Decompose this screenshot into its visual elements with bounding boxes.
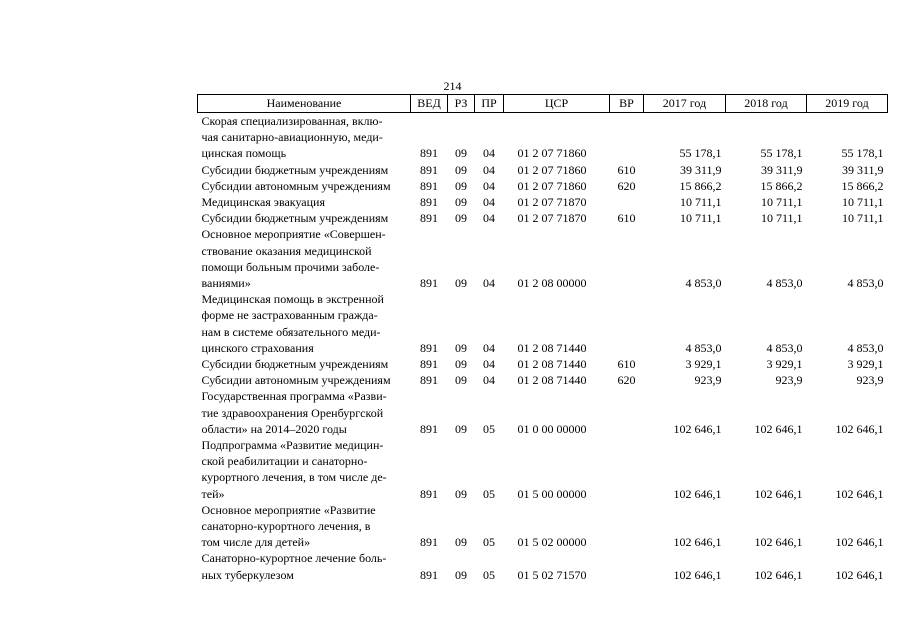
row-name	[198, 550, 411, 582]
row-csr: 01 2 08 71440	[517, 373, 587, 388]
row-ved: 891	[420, 486, 438, 501]
row-2018: 3 929,1	[766, 357, 803, 372]
row-name-line: Основное мероприятие «Развитие	[201, 502, 376, 517]
table-row	[198, 210, 888, 226]
row-2018: 4 853,0	[766, 276, 803, 291]
row-csr: 01 2 08 00000	[517, 276, 587, 291]
row-pr: 04	[483, 276, 495, 291]
page-number: 214	[443, 79, 462, 93]
row-2019: 55 178,1	[841, 146, 884, 161]
row-vr: 610	[617, 211, 636, 226]
row-ved: 891	[420, 211, 438, 226]
row-2019: 4 853,0	[847, 340, 884, 355]
row-pr: 04	[483, 178, 495, 193]
row-ved: 891	[420, 567, 438, 582]
row-2018: 4 853,0	[766, 340, 803, 355]
row-name	[198, 437, 411, 502]
row-2019: 102 646,1	[835, 567, 884, 582]
row-csr: 01 2 07 71860	[517, 178, 587, 193]
row-2017: 10 711,1	[679, 195, 722, 210]
row-name-line: цинского страхования	[201, 340, 314, 355]
row-name	[198, 372, 411, 388]
row-name-line: Подпрограмма «Развитие медицин-	[201, 438, 384, 453]
row-name-line: тей»	[201, 486, 225, 501]
row-name	[198, 113, 411, 162]
row-name-line: форме не застрахованным гражда-	[201, 308, 378, 323]
row-rz: 09	[455, 486, 467, 501]
header-2019: 2019 год	[807, 95, 888, 113]
row-rz: 09	[455, 276, 467, 291]
row-ved: 891	[420, 373, 438, 388]
table-row	[198, 550, 888, 582]
row-name	[198, 226, 411, 291]
row-csr: 01 5 00 00000	[517, 486, 587, 501]
row-vr: 620	[617, 373, 636, 388]
row-rz: 09	[455, 162, 467, 177]
row-vr	[610, 226, 644, 291]
row-pr: 04	[483, 195, 495, 210]
row-csr: 01 0 00 00000	[517, 421, 587, 436]
row-ved: 891	[420, 357, 438, 372]
row-rz: 09	[455, 195, 467, 210]
header-csr: ЦСР	[504, 95, 610, 113]
row-2019: 4 853,0	[847, 276, 884, 291]
row-pr: 04	[483, 373, 495, 388]
row-2019: 39 311,9	[841, 162, 884, 177]
row-pr: 04	[483, 340, 495, 355]
row-name-line: ствование оказания медицинской	[201, 243, 372, 258]
header-ved: ВЕД	[411, 95, 448, 113]
row-name-line: Скорая специализированная, вклю-	[201, 114, 383, 128]
row-rz: 09	[455, 211, 467, 226]
row-vr	[610, 388, 644, 437]
row-2019: 102 646,1	[835, 486, 884, 501]
row-csr: 01 2 07 71870	[517, 211, 587, 226]
row-pr: 05	[483, 535, 495, 550]
row-2018: 923,9	[775, 373, 803, 388]
table-row	[198, 437, 888, 502]
row-2017: 55 178,1	[679, 146, 722, 161]
row-name	[198, 178, 411, 194]
row-2018: 102 646,1	[754, 486, 803, 501]
row-ved: 891	[420, 535, 438, 550]
row-ved: 891	[420, 146, 438, 161]
row-name-line: тие здравоохранения Оренбургской	[201, 405, 384, 420]
row-name-line: цинская помощь	[201, 146, 287, 161]
row-2019: 923,9	[856, 373, 884, 388]
row-rz: 09	[455, 421, 467, 436]
table-row	[198, 356, 888, 372]
row-rz: 09	[455, 146, 467, 161]
row-pr: 05	[483, 421, 495, 436]
row-ved: 891	[420, 276, 438, 291]
row-ved: 891	[420, 162, 438, 177]
table-header-row	[198, 95, 888, 113]
row-csr: 01 5 02 71570	[517, 567, 587, 582]
row-vr	[610, 550, 644, 582]
row-name-line: ской реабилитации и санаторно-	[201, 454, 368, 469]
row-name-line: Медицинская помощь в экстренной	[201, 292, 384, 307]
row-name-line: Субсидии автономным учреждениям	[201, 373, 391, 388]
row-vr	[610, 113, 644, 162]
row-pr: 04	[483, 357, 495, 372]
row-2017: 10 711,1	[679, 211, 722, 226]
row-rz: 09	[455, 178, 467, 193]
row-2017: 102 646,1	[673, 567, 722, 582]
row-rz: 09	[455, 340, 467, 355]
row-2019: 102 646,1	[835, 421, 884, 436]
header-vr: ВР	[610, 95, 644, 113]
row-name-line: ваниями»	[201, 276, 251, 291]
row-name-line: помощи больным прочими заболе-	[201, 259, 380, 274]
row-rz: 09	[455, 357, 467, 372]
row-ved: 891	[420, 178, 438, 193]
row-name	[198, 210, 411, 226]
row-vr: 620	[617, 178, 636, 193]
table-row	[198, 162, 888, 178]
row-name-line: ных туберкулезом	[201, 567, 294, 582]
row-name	[198, 502, 411, 551]
row-name-line: Медицинская эвакуация	[201, 195, 325, 210]
row-2017: 4 853,0	[685, 276, 722, 291]
header-2018: 2018 год	[726, 95, 807, 113]
row-rz: 09	[455, 535, 467, 550]
table-body	[198, 113, 888, 583]
row-vr: 610	[617, 357, 636, 372]
row-2018: 102 646,1	[754, 567, 803, 582]
row-name-line: Государственная программа «Разви-	[201, 389, 387, 404]
row-name-line: санаторно-курортного лечения, в	[201, 519, 371, 534]
table-row	[198, 226, 888, 291]
row-ved: 891	[420, 421, 438, 436]
row-2017: 923,9	[694, 373, 722, 388]
row-2017: 4 853,0	[685, 340, 722, 355]
row-name-line: Субсидии бюджетным учреждениям	[201, 162, 389, 177]
row-name-line: Субсидии бюджетным учреждениям	[201, 211, 389, 226]
row-pr: 05	[483, 486, 495, 501]
row-2017: 39 311,9	[679, 162, 722, 177]
table-row	[198, 502, 888, 551]
row-csr: 01 2 07 71860	[517, 162, 587, 177]
row-name	[198, 194, 411, 210]
table-row	[198, 291, 888, 356]
row-name-line: том числе для детей»	[201, 535, 311, 550]
row-csr: 01 2 07 71860	[517, 146, 587, 161]
row-2018: 39 311,9	[760, 162, 803, 177]
row-pr: 04	[483, 162, 495, 177]
row-2019: 10 711,1	[841, 211, 884, 226]
row-csr: 01 2 07 71870	[517, 195, 587, 210]
row-csr: 01 2 08 71440	[517, 357, 587, 372]
row-2017: 15 866,2	[679, 178, 722, 193]
row-2018: 15 866,2	[760, 178, 803, 193]
row-rz: 09	[455, 567, 467, 582]
row-name-line: области» на 2014–2020 годы	[201, 421, 347, 436]
row-name-line: Санаторно-курортное лечение боль-	[201, 551, 387, 566]
row-name-line: Субсидии автономным учреждениям	[201, 178, 391, 193]
row-ved: 891	[420, 195, 438, 210]
table-row	[198, 388, 888, 437]
row-rz: 09	[455, 373, 467, 388]
row-name-line: Субсидии бюджетным учреждениям	[201, 357, 389, 372]
row-vr	[610, 502, 644, 551]
row-name-line: нам в системе обязательного меди-	[201, 324, 381, 339]
row-2019: 10 711,1	[841, 195, 884, 210]
row-2019: 3 929,1	[847, 357, 884, 372]
header-rz: РЗ	[448, 95, 475, 113]
row-2019: 15 866,2	[841, 178, 884, 193]
row-2017: 102 646,1	[673, 535, 722, 550]
budget-table	[197, 94, 888, 583]
row-2017: 3 929,1	[685, 357, 722, 372]
row-csr: 01 5 02 00000	[517, 535, 587, 550]
row-2018: 102 646,1	[754, 421, 803, 436]
row-name-line: курортного лечения, в том числе де-	[201, 470, 387, 485]
table-row	[198, 372, 888, 388]
row-2017: 102 646,1	[673, 486, 722, 501]
row-vr	[610, 194, 644, 210]
header-name: Наименование	[198, 95, 411, 113]
row-vr	[610, 437, 644, 502]
row-pr: 04	[483, 146, 495, 161]
table-row	[198, 113, 888, 162]
row-csr: 01 2 08 71440	[517, 340, 587, 355]
row-2018: 102 646,1	[754, 535, 803, 550]
row-name-line: Основное мероприятие «Совершен-	[201, 227, 386, 242]
row-vr	[610, 291, 644, 356]
header-2017: 2017 год	[644, 95, 726, 113]
row-name	[198, 356, 411, 372]
row-2017: 102 646,1	[673, 421, 722, 436]
table-row	[198, 178, 888, 194]
row-name	[198, 291, 411, 356]
row-name-line: чая санитарно-авиационную, меди-	[201, 130, 383, 145]
row-name	[198, 388, 411, 437]
header-pr: ПР	[475, 95, 504, 113]
row-2018: 10 711,1	[760, 195, 803, 210]
row-2018: 10 711,1	[760, 211, 803, 226]
row-name	[198, 162, 411, 178]
row-2018: 55 178,1	[760, 146, 803, 161]
row-pr: 04	[483, 211, 495, 226]
row-ved: 891	[420, 340, 438, 355]
row-pr: 05	[483, 567, 495, 582]
row-vr: 610	[617, 162, 636, 177]
table-row	[198, 194, 888, 210]
row-2019: 102 646,1	[835, 535, 884, 550]
